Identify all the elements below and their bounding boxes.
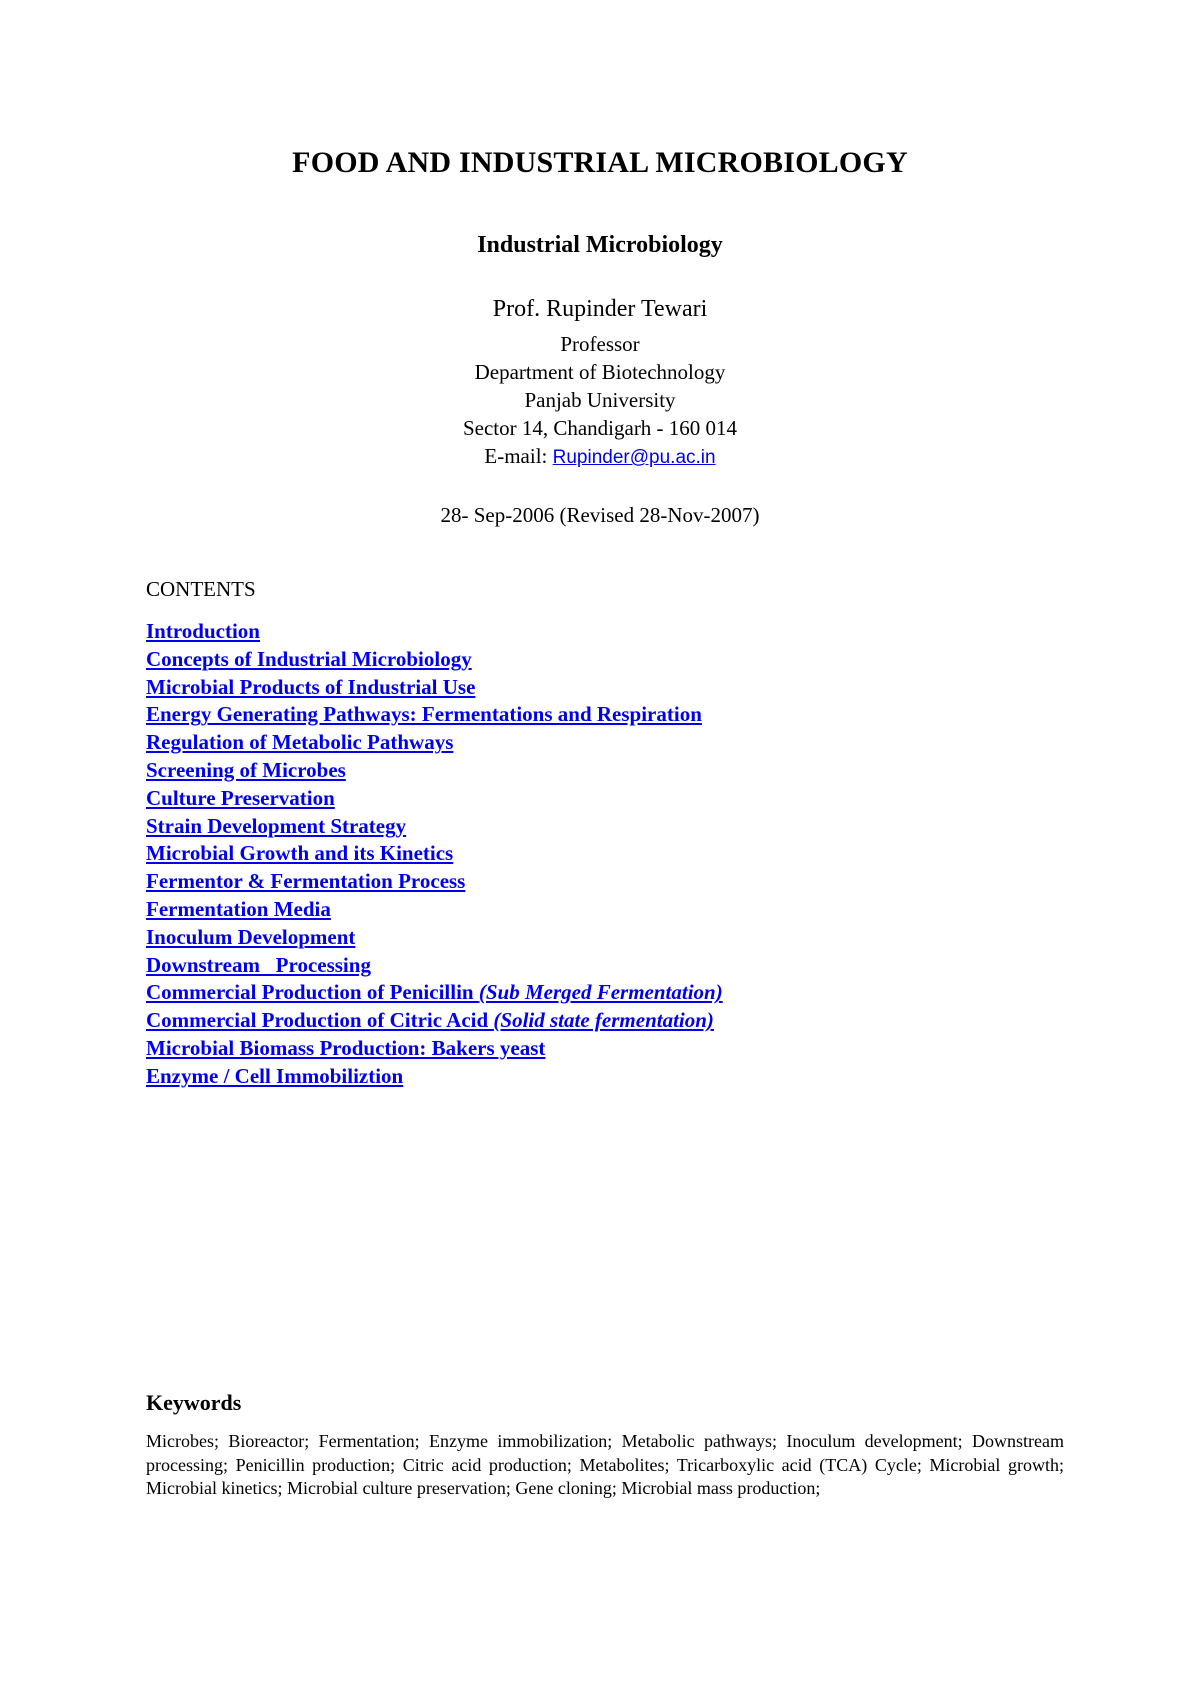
toc-link[interactable] (146, 980, 723, 1004)
toc-link[interactable] (146, 619, 260, 643)
contents-heading: CONTENTS (146, 577, 256, 601)
toc-link[interactable] (146, 925, 355, 949)
email-link[interactable]: Rupinder@pu.ac.in (552, 447, 716, 468)
toc-item (146, 840, 723, 868)
toc-item (146, 924, 723, 952)
toc-link-label: Commercial Production of Citric Acid (146, 1008, 494, 1033)
document-date: 28- Sep-2006 (Revised 28-Nov-2007) (440, 503, 760, 527)
toc-item (146, 729, 723, 757)
toc-item (146, 757, 723, 785)
toc-link[interactable] (146, 1064, 403, 1088)
author-details (0, 330, 1200, 472)
toc-link[interactable] (146, 702, 702, 726)
toc-link[interactable] (146, 841, 453, 865)
toc-link-note: (Sub Merged Fermentation) (478, 980, 723, 1005)
toc-item (146, 952, 723, 980)
toc-item (146, 813, 723, 841)
toc-link-label: Culture Preservation (146, 785, 335, 810)
toc-item (146, 646, 723, 674)
table-of-contents (146, 618, 723, 1091)
toc-item (146, 785, 723, 813)
keywords-heading: Keywords (146, 1390, 242, 1415)
toc-link-label: Commercial Production of Penicillin (146, 980, 479, 1005)
toc-link-label: Fermentor & Fermentation Process (146, 869, 466, 894)
toc-item (146, 1007, 723, 1035)
author-name: Prof. Rupinder Tewari (492, 296, 708, 322)
email-label: E-mail: (484, 444, 553, 468)
toc-link-note: (Solid state fermentation) (493, 1008, 714, 1033)
toc-link[interactable] (146, 786, 335, 810)
toc-link-label: Strain Development Strategy (146, 813, 407, 838)
document-subtitle: Industrial Microbiology (477, 232, 723, 258)
toc-link-label: Microbial Biomass Production: Bakers yeast (146, 1035, 546, 1060)
toc-link-label: Introduction (146, 619, 260, 643)
author-department: Department of Biotechnology (474, 360, 726, 384)
toc-link-label: Energy Generating Pathways: Fermentations and Respiration (146, 702, 702, 727)
toc-link[interactable] (146, 814, 406, 838)
toc-link-label: Concepts of Industrial Microbiology (146, 646, 472, 671)
toc-item (146, 868, 723, 896)
toc-item (146, 896, 723, 924)
toc-link[interactable] (146, 897, 331, 921)
toc-item (146, 1063, 723, 1091)
toc-link[interactable] (146, 730, 453, 754)
toc-link-label: Screening of Microbes (146, 757, 346, 782)
toc-link[interactable] (146, 1008, 714, 1032)
author-role: Professor (560, 332, 640, 356)
toc-item (146, 618, 723, 646)
toc-link-label: Fermentation Media (146, 896, 331, 921)
toc-item (146, 979, 723, 1007)
toc-link[interactable] (146, 953, 371, 977)
toc-link-label: Microbial Products of Industrial Use (146, 674, 476, 699)
toc-item (146, 701, 723, 729)
toc-link[interactable] (146, 1036, 545, 1060)
toc-link[interactable] (146, 758, 346, 782)
author-email-line (0, 442, 1200, 472)
toc-link-label: Downstream Processing (146, 952, 371, 977)
keywords-text: Microbes; Bioreactor; Fermentation; Enzyme immobilization; Metabolic pathways; Inoculum development; Downstream processing; Penicillin production; Citric acid production; Metabolites; Tricarboxylic acid (TCA) Cycle; Microbial growth; Microbial kinetics; Microbial culture preservation; Gene cloning; Microbial mass production; (146, 1431, 1064, 1499)
author-university: Panjab University (524, 388, 676, 412)
toc-link[interactable] (146, 647, 472, 671)
toc-link-label: Regulation of Metabolic Pathways (146, 730, 454, 755)
toc-item (146, 1035, 723, 1063)
toc-link[interactable] (146, 869, 465, 893)
toc-link-label: Enzyme / Cell Immobiliztion (146, 1063, 404, 1088)
toc-item (146, 674, 723, 702)
author-address: Sector 14, Chandigarh - 160 014 (462, 416, 738, 440)
document-title: FOOD AND INDUSTRIAL MICROBIOLOGY (292, 146, 908, 179)
toc-link-label: Microbial Growth and its Kinetics (146, 841, 454, 866)
toc-link-label: Inoculum Development (146, 924, 356, 949)
toc-link[interactable] (146, 675, 475, 699)
